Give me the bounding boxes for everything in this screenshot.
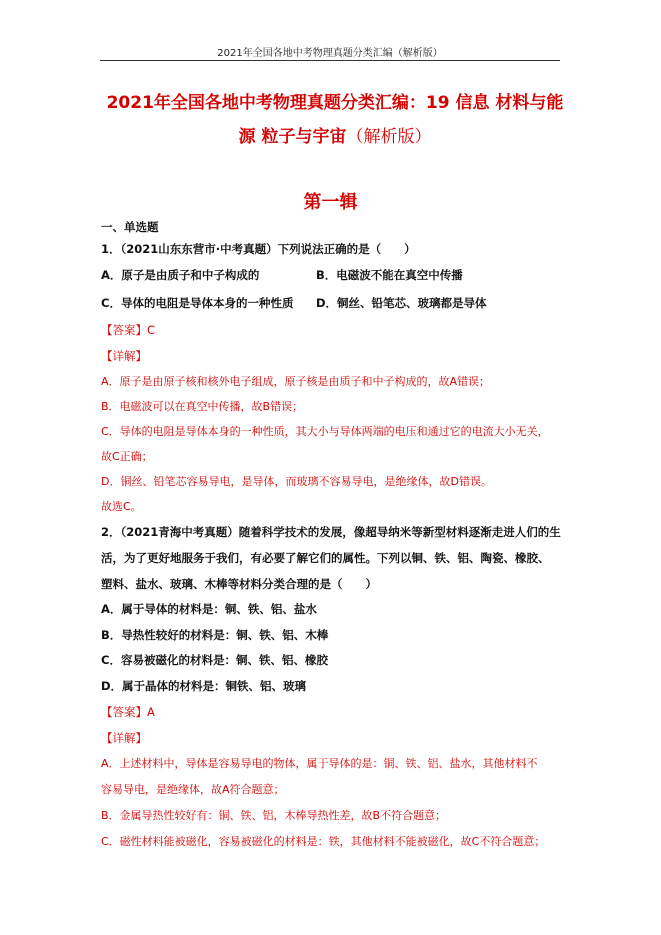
option-row xyxy=(101,261,571,289)
option-c: C．导体的电阻是导体本身的一种性质 xyxy=(101,296,294,310)
explanation-line: B．金属导热性较好有：铜、铁、铝，木棒导热性差，故B不符合题意； xyxy=(101,809,447,822)
explanation-line: 故选C。 xyxy=(101,500,142,513)
document-body xyxy=(101,218,571,855)
detail-label: 【详解】 xyxy=(101,731,147,745)
explanation-line: A．上述材料中，导体是容易导电的物体，属于导体的是：铜、铁、铝、盐水，其他材料不 xyxy=(101,757,538,770)
explanation xyxy=(101,751,571,855)
document-title xyxy=(92,86,578,154)
title-line-2-suffix: （解析版） xyxy=(346,127,432,147)
question-stem: 塑料、盐水、玻璃、木棒等材料分类合理的是（ ） xyxy=(101,577,377,591)
explanation-line: 故C正确； xyxy=(101,450,153,463)
answer-label: 【答案】C xyxy=(101,323,156,337)
detail-label: 【详解】 xyxy=(101,349,147,363)
explanation-line: B．电磁波可以在真空中传播，故B错误； xyxy=(101,400,304,413)
explanation-line: C．导体的电阻是导体本身的一种性质，其大小与导体两端的电压和通过它的电流大小无关， xyxy=(101,425,549,438)
answer-label: 【答案】A xyxy=(101,705,155,719)
question-stem: 活，为了更好地服务于我们，有必要了解它们的属性。下列以铜、铁、铝、陶瓷、橡胶、 xyxy=(101,551,550,565)
question-2 xyxy=(101,519,571,855)
option-d: D．铜丝、铅笔芯、玻璃都是导体 xyxy=(316,296,487,310)
question-stem: 1．（2021山东东营市·中考真题）下列说法正确的是（ ） xyxy=(101,242,416,256)
explanation-line: C．磁性材料能被磁化，容易被磁化的材料是：铁，其他材料不能被磁化，故C不符合题意； xyxy=(101,835,546,848)
title-line-1: 2021年全国各地中考物理真题分类汇编：19 信息 材料与能 xyxy=(106,93,564,113)
section-title: 第一辑 xyxy=(303,192,358,213)
question-1 xyxy=(101,237,571,519)
explanation-line: D．铜丝、铅笔芯容易导电，是导体，而玻璃不容易导电，是绝缘体，故D错误。 xyxy=(101,475,492,488)
option-c: C．容易被磁化的材料是：铜、铁、铝、橡胶 xyxy=(101,653,328,667)
option-b: B．导热性较好的材料是：铜、铁、铝、木棒 xyxy=(101,627,329,642)
title-line-2 xyxy=(92,120,578,154)
part-heading: 一、单选题 xyxy=(101,220,159,234)
option-a: A．属于导体的材料是：铜、铁、铝、盐水 xyxy=(101,602,317,616)
title-line-2-main: 源 粒子与宇宙 xyxy=(238,127,347,147)
question-stem: 2．（2021青海中考真题）随着科学技术的发展，像超导纳米等新型材料逐渐走进人们的生 xyxy=(101,525,561,539)
explanation-line: 容易导电，是绝缘体，故A符合题意； xyxy=(101,783,285,796)
explanation xyxy=(101,369,571,519)
page-header: 2021年全国各地中考物理真题分类汇编（解析版） xyxy=(217,48,443,59)
option-d: D．属于晶体的材料是：铜铁、铝、玻璃 xyxy=(101,678,307,693)
option-b: B．电磁波不能在真空中传播 xyxy=(316,268,463,282)
option-row xyxy=(101,289,571,317)
option-a: A．原子是由质子和中子构成的 xyxy=(101,268,260,282)
explanation-line: A．原子是由原子核和核外电子组成，原子核是由质子和中子构成的，故A错误； xyxy=(101,375,491,388)
header-divider xyxy=(100,60,560,61)
